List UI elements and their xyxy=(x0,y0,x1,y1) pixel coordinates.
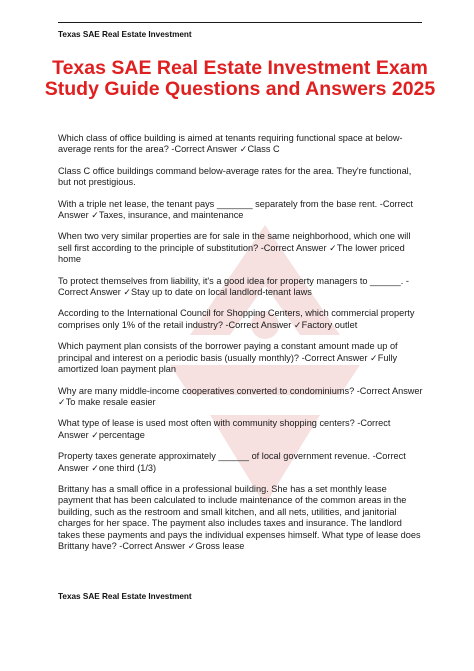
qa-paragraph: Property taxes generate approximately ______ of local government revenue. -Correct Answer ✓one third (1/3) xyxy=(58,451,406,473)
qa-paragraph: To protect themselves from liability, it's a good idea for property managers to ______. -Correct Answer ✓Stay up to date on local landlord-tenant laws xyxy=(58,275,409,298)
qa-paragraph: When two very similar properties are for sale in the same neighborhood, which one will sell first according to the principle of substitution? -Correct Answer ✓The lower priced home xyxy=(58,231,411,265)
qa-paragraph: What type of lease is used most often with community shopping centers? -Correct Answer ✓percentage xyxy=(58,418,391,440)
document-title: Texas SAE Real Estate Investment Exam Study Guide Questions and Answers 2025 xyxy=(44,57,436,100)
running-footer: Texas SAE Real Estate Investment xyxy=(58,592,192,601)
running-header: Texas SAE Real Estate Investment xyxy=(58,30,192,39)
qa-paragraph: Class C office buildings command below-average rates for the area. They're functional, but not prestigious. xyxy=(58,165,412,188)
qa-paragraph: According to the International Council for Shopping Centers, which commercial property comprises only 1% of the retail industry? -Correct Answer ✓Factory outlet xyxy=(58,308,415,330)
header-rule xyxy=(58,22,422,23)
qa-paragraph: Which class of office building is aimed at tenants requiring functional space at below-average rents for the area? -Correct Answer ✓Class C xyxy=(58,133,403,155)
qa-paragraph: With a triple net lease, the tenant pays _______ separately from the base rent. -Correct Answer ✓Taxes, insurance, and maintenance xyxy=(58,198,413,221)
qa-paragraph: Why are many middle-income cooperatives converted to condominiums? -Correct Answer ✓To make resale easier xyxy=(58,385,423,407)
qa-content xyxy=(58,133,423,562)
qa-paragraph: Which payment plan consists of the borrower paying a constant amount made up of principal and interest on a periodic basis (usually monthly)? -Correct Answer ✓Fully amortized loan payment plan xyxy=(58,341,398,375)
qa-paragraph: Brittany has a small office in a professional building. She has a set monthly lease payment that has been calculated to include maintenance of the common areas in the building, such as the restroom and small kitchen, and all nets, utilities, and janitorial charges for her space. The payment also includes taxes and insurance. The landlord takes these payments and pays the individual expenses himself. What type of lease does Brittany have? -Correct Answer ✓Gross lease xyxy=(58,483,421,551)
